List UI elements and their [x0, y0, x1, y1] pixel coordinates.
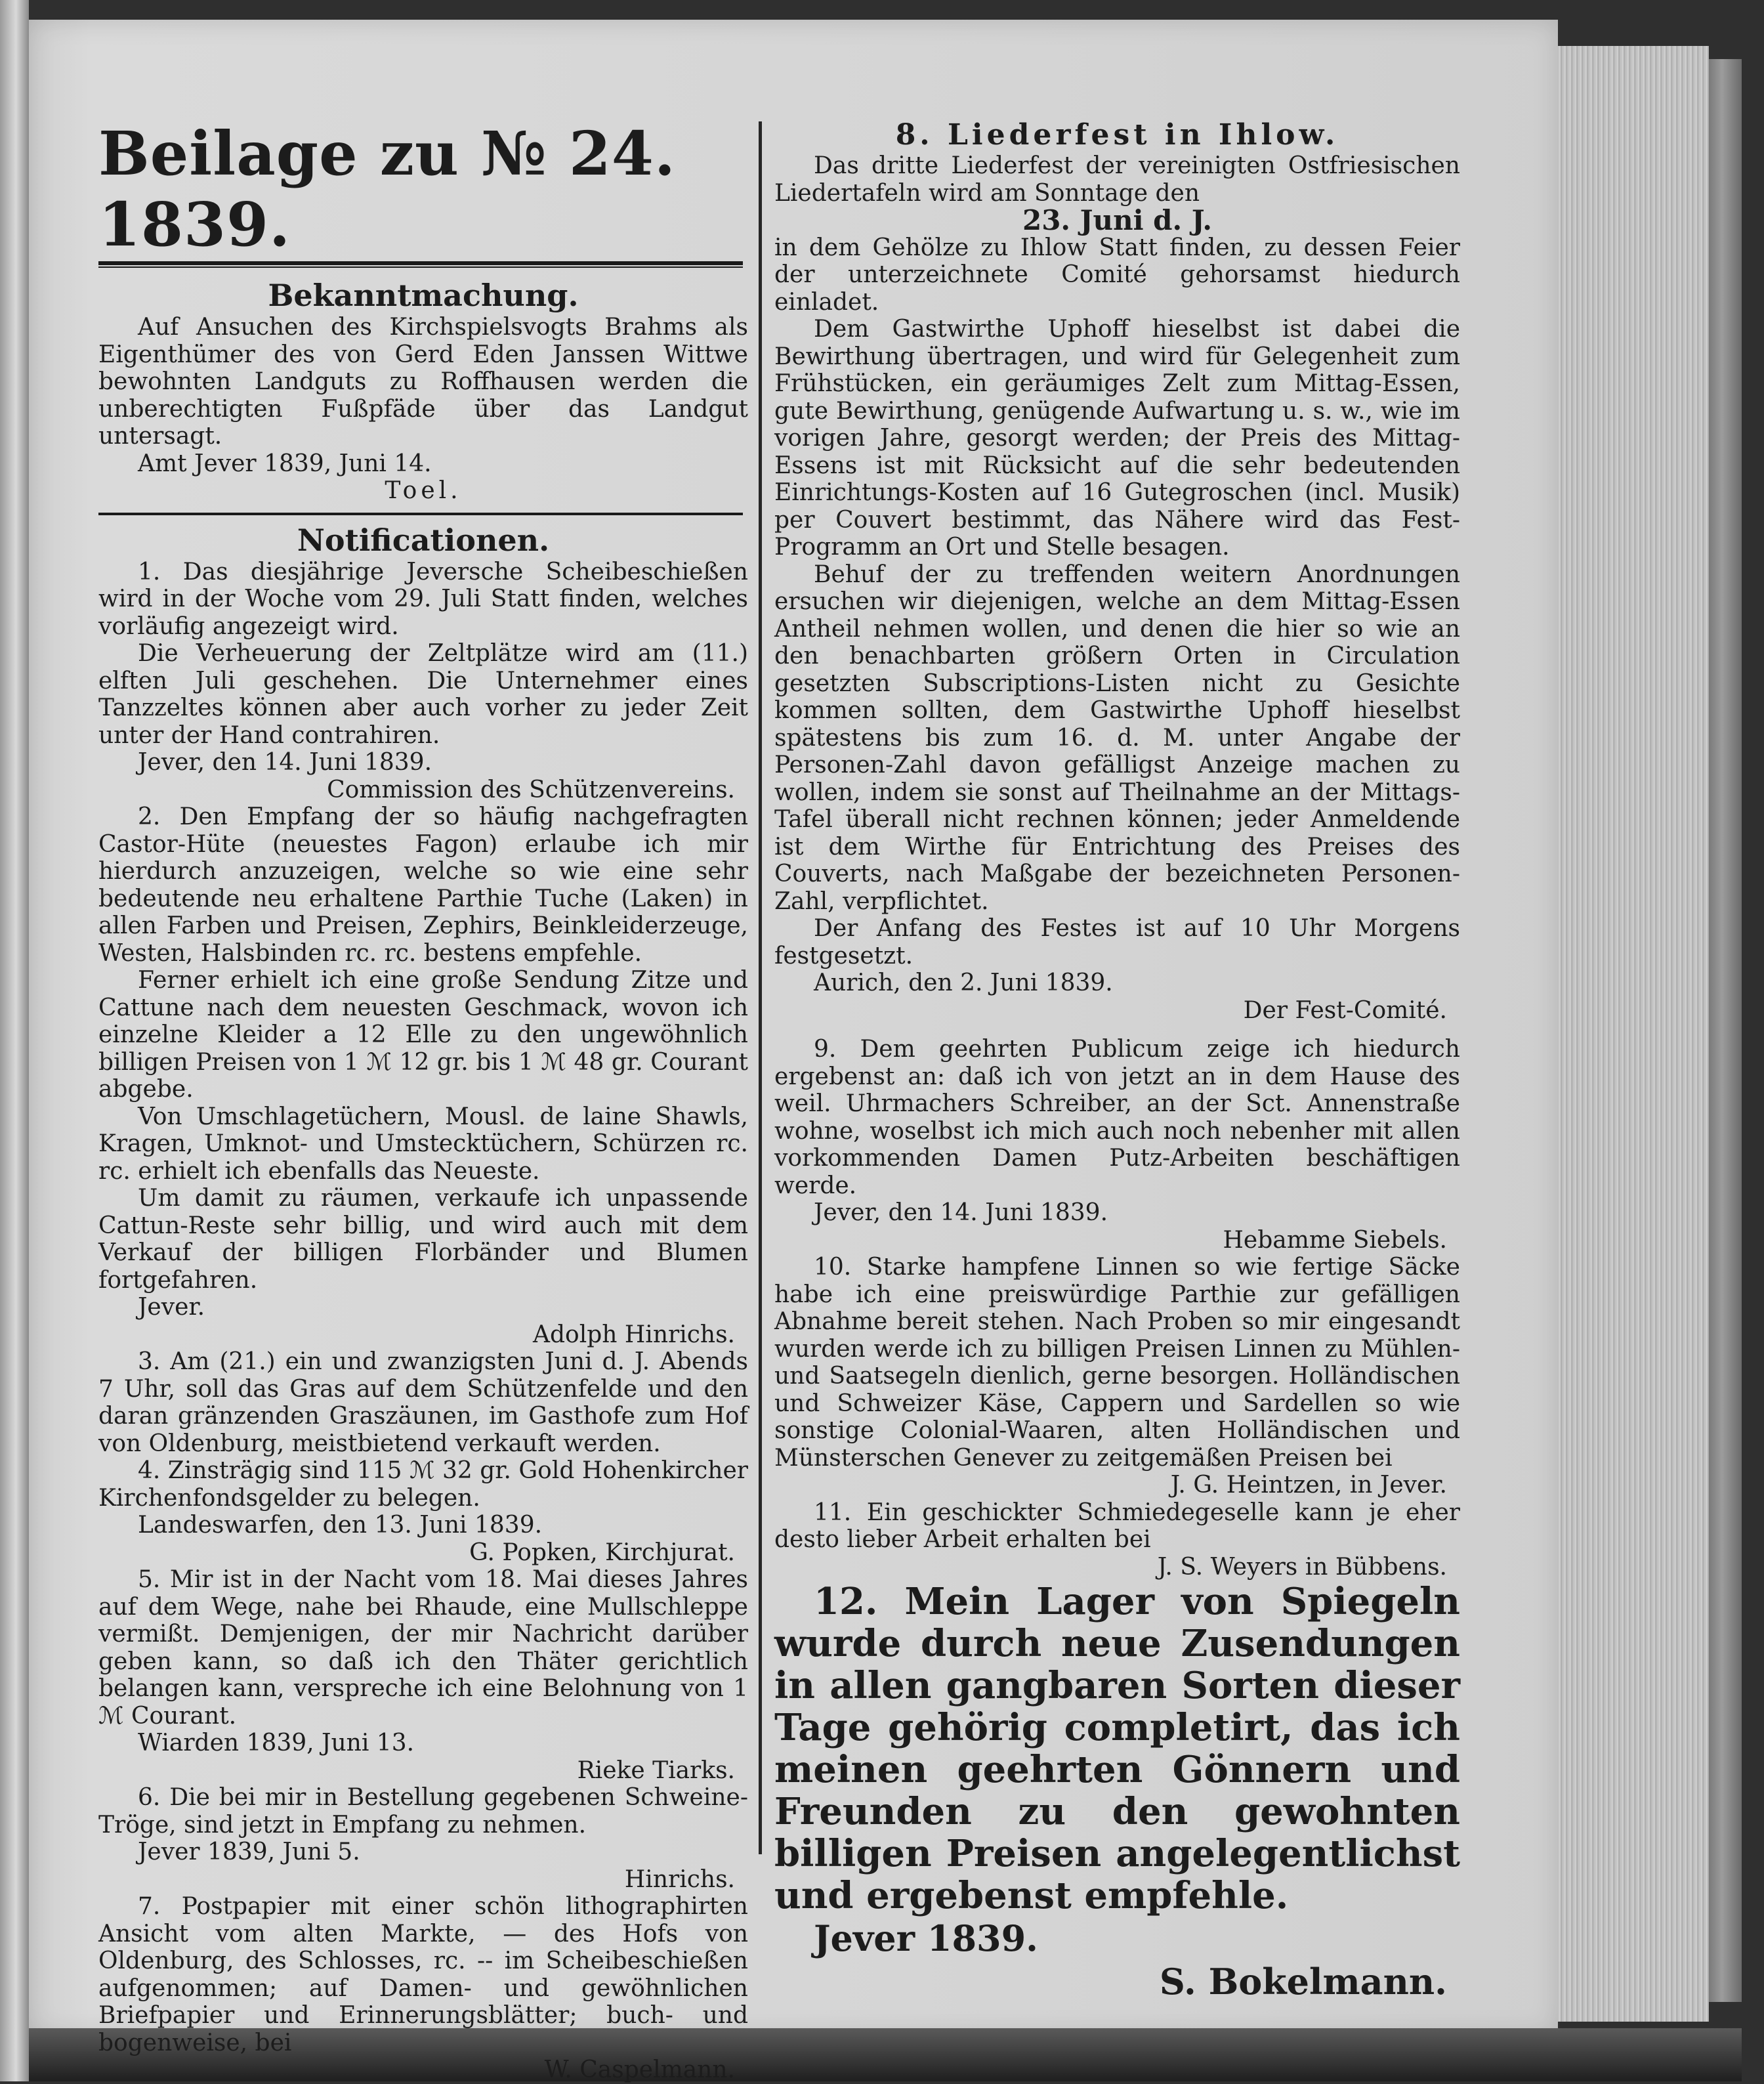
notice-5: 5. Mir ist in der Nacht vom 18. Mai dieses Jahres auf dem Wege, nahe bei Rhaude, eine Mullschleppe vermißt. Demjenigen, der mir Nachricht darüber geben kann, so daß ich den Thäter gerichtlich belangen kann, verspreche ich eine Belohnung von 1 ℳ Courant. [98, 1566, 748, 1730]
notice-11-signature: J. S. Weyers in Bübbens. [1157, 1553, 1447, 1581]
notice-10: 10. Starke hampfene Linnen so wie fertige Säcke habe ich eine preiswürdige Parthie zur gefälligen Abnahme bereit stehen. Nach Proben so mir eingesandt wurden werde ich zu billigen Preisen Linnen zu Mühlen- und Saatsegeln dienlich, gerne besorgen. Holländischen und Schweizer Käse, Cappern und Sardellen so wie sonstige Colonial-Waaren, alten Holländischen und Münsterschen Genever zu zeitgemäßen Preisen bei [774, 1254, 1460, 1472]
notice-1-date: Jever, den 14. Juni 1839. [138, 749, 432, 776]
bekanntmachung-heading: Bekanntmachung. [268, 278, 579, 313]
notice-8-date-line: 23. Juni d. J. [1022, 204, 1213, 236]
section-rule [98, 513, 743, 515]
bekanntmachung-date: Amt Jever 1839, Juni 14. [138, 450, 432, 477]
masthead-title: Beilage zu № 24. 1839. [98, 118, 676, 260]
notice-5-date: Wiarden 1839, Juni 13. [138, 1730, 415, 1756]
notice-9-date: Jever, den 14. Juni 1839. [814, 1199, 1108, 1226]
notice-1a: 1. Das diesjährige Jeversche Scheibeschießen wird in der Woche vom 29. Juli Statt finden, welches vorläufig angezeigt wird. [98, 558, 748, 640]
notice-8e: Der Anfang des Festes ist auf 10 Uhr Morgens festgesetzt. [774, 915, 1460, 969]
notice-9: 9. Dem geehrten Publicum zeige ich hiedurch ergebenst an: daß ich von jetzt an in dem Hause des weil. Uhrmachers Schreiber, an der Sct. Annenstraße wohne, woselbst ich mich auch noch nebenher mit allen vorkommenden Damen Putz-Arbeiten beschäftigen werde. [774, 1036, 1460, 1199]
notice-12-date: Jever 1839. [814, 1917, 1038, 1959]
notice-1-signature: Commission des Schützenvereins. [327, 776, 735, 803]
page-stack-edge [1558, 46, 1709, 2022]
notice-8-heading: 8. Liederfest in Ihlow. [895, 118, 1339, 152]
notice-8-signature: Der Fest-Comité. [1243, 996, 1447, 1024]
left-column [98, 118, 748, 2084]
notice-10-signature: J. G. Heintzen, in Jever. [1170, 1472, 1447, 1499]
column-divider [759, 121, 762, 1854]
notice-2b: Ferner erhielt ich eine große Sendung Zitze und Cattune nach dem neuesten Geschmack, wovon ich einzelne Kleider a 12 Elle zu den ungewöhnlich billigen Preisen von 1 ℳ 12 gr. bis 1 ℳ 48 gr. Courant abgebe. [98, 967, 748, 1103]
notice-4: 4. Zinsträgig sind 115 ℳ 32 gr. Gold Hohenkircher Kirchenfondsgelder zu belegen. [98, 1457, 748, 1512]
notice-4-signature: G. Popken, Kirchjurat. [469, 1539, 735, 1566]
notice-3: 3. Am (21.) ein und zwanzigsten Juni d. J. Abends 7 Uhr, soll das Gras auf dem Schützenfelde und den daran gränzenden Graszäunen, im Gasthofe zum Hof von Oldenburg, meistbietend verkauft werden. [98, 1348, 748, 1457]
notice-2-place: Jever. [138, 1294, 205, 1321]
notice-2-signature: Adolph Hinrichs. [533, 1321, 735, 1348]
notice-2c: Von Umschlagetüchern, Mousl. de laine Shawls, Kragen, Umknot- und Umstecktüchern, Schürzen rc. rc. erhielt ich ebenfalls das Neueste. [98, 1103, 748, 1185]
notice-5-signature: Rieke Tiarks. [577, 1756, 735, 1784]
notice-7-signature: W. Caspelmann. [544, 2056, 735, 2083]
book-cover-edge [1709, 59, 1742, 2002]
notice-8d: Behuf der zu treffenden weitern Anordnungen ersuchen wir diejenigen, welche an dem Mittag-Essen Antheil nehmen wollen, und denen die hier so wie an den benachbarten größern Orten in Circulation gesetzten Subscriptions-Listen nicht zu Gesichte kommen sollten, dem Gastwirthe Uphoff hieselbst spätestens bis zum 16. d. M. unter Angabe der Personen-Zahl davon gefälligst Anzeige machen zu wollen, indem sie sonst auf Theilnahme an der Mittags-Tafel überall nicht rechnen können; jeder Anmeldende ist dem Wirthe für Entrichtung des Preises des Couverts, nach Maßgabe der bezeichneten Personen-Zahl, verpflichtet. [774, 561, 1460, 915]
notice-12: 12. Mein Lager von Spiegeln wurde durch neue Zusendungen in allen gangbaren Sorten dieser Tage gehörig completirt, das ich meinen geehrten Gönnern und Freunden zu den gewohnten billigen Preisen angelegentlichst und ergebenst empfehle. [774, 1580, 1460, 1917]
notice-6: 6. Die bei mir in Bestellung gegebenen Schweine-Tröge, sind jetzt in Empfang zu nehmen. [98, 1784, 748, 1839]
notice-9-signature: Hebamme Siebels. [1223, 1226, 1447, 1254]
bekanntmachung-text: Auf Ansuchen des Kirchspielsvogts Brahms als Eigenthümer des von Gerd Eden Janssen Wittwe bewohnten Landguts zu Roffhausen werden die unberechtigten Fußpfäde über das Landgut untersagt. [98, 314, 748, 450]
bekanntmachung-signature: Toel. [385, 477, 462, 504]
notice-7: 7. Postpapier mit einer schön lithographirten Ansicht vom alten Markte, — des Hofs von Oldenburg, des Schlosses, rc. -- im Scheibeschießen aufgenommen; auf Damen- und gewöhnlichen Briefpapier und Erinnerungsblätter; buch- und bogenweise, bei [98, 1893, 748, 2056]
notice-2a: 2. Den Empfang der so häufig nachgefragten Castor-Hüte (neuestes Fagon) erlaube ich mir hierdurch anzuzeigen, welche so wie eine sehr bedeutende neu erhaltene Parthie Tuche (Laken) in allen Farben und Preisen, Zephirs, Beinkleiderzeuge, Westen, Halsbinden rc. rc. bestens empfehle. [98, 803, 748, 967]
notice-6-signature: Hinrichs. [624, 1865, 735, 1893]
notificationen-heading: Notificationen. [297, 522, 550, 558]
notice-2d: Um damit zu räumen, verkaufe ich unpassende Cattun-Reste sehr billig, und wird auch mit dem Verkauf der billigen Florbänder und Blumen fortgefahren. [98, 1185, 748, 1294]
notice-8a: Das dritte Liederfest der vereinigten Ostfriesischen Liedertafeln wird am Sonntage den [774, 152, 1460, 207]
notice-8-date: Aurich, den 2. Juni 1839. [814, 969, 1113, 996]
masthead-rule [98, 261, 743, 265]
notice-12-signature: S. Bokelmann. [1159, 1961, 1447, 2003]
notice-1b: Die Verheuerung der Zeltplätze wird am (11.) elften Juli geschehen. Die Unternehmer eines Tanzzeltes können aber auch vorher zu jeder Zeit unter der Hand contrahiren. [98, 640, 748, 749]
masthead-rule-thin [98, 266, 743, 268]
spacer [774, 1024, 1460, 1036]
notice-11: 11. Ein geschickter Schmiedegeselle kann je eher desto lieber Arbeit erhalten bei [774, 1499, 1460, 1553]
left-page-edge [0, 0, 29, 2081]
notice-6-date: Jever 1839, Juni 5. [138, 1839, 360, 1865]
notice-8c: Dem Gastwirthe Uphoff hieselbst ist dabei die Bewirthung übertragen, und wird für Gelegenheit zum Frühstücken, ein geräumiges Zelt zum Mittag-Essen, gute Bewirthung, genügende Aufwartung u. s. w., wie im vorigen Jahre, gesorgt werden; der Preis des Mittag-Essens ist mit Rücksicht auf die sehr bedeutenden Einrichtungs-Kosten auf 16 Gutegroschen (incl. Musik) per Couvert bestimmt, das Nähere wird das Fest-Programm an Ort und Stelle besagen. [774, 316, 1460, 561]
right-column [774, 118, 1460, 2003]
notice-4-date: Landeswarfen, den 13. Juni 1839. [138, 1512, 543, 1539]
notice-8b: in dem Gehölze zu Ihlow Statt finden, zu dessen Feier der unterzeichnete Comité gehorsamst hiedurch einladet. [774, 234, 1460, 316]
